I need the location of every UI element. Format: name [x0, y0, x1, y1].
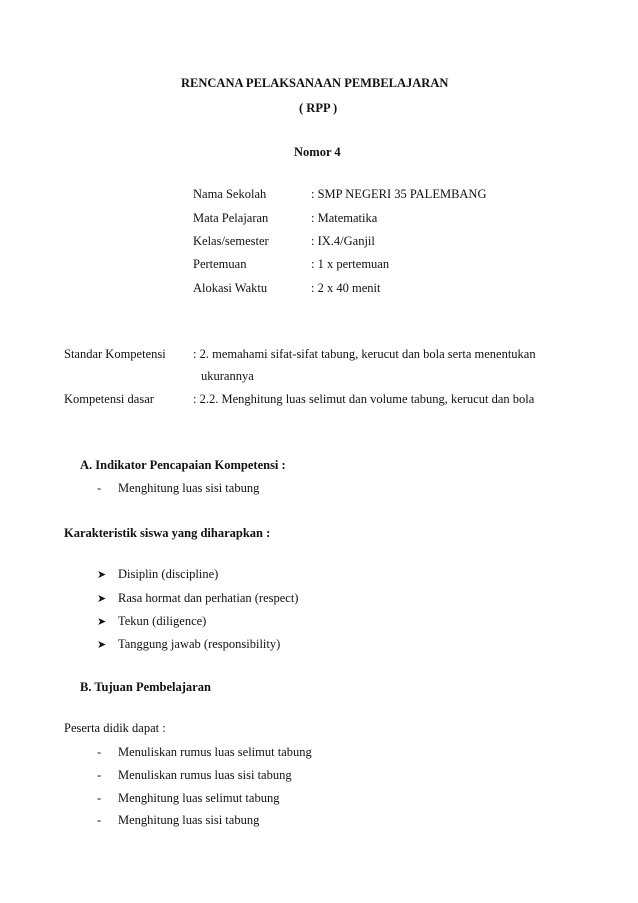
identity-label: Mata Pelajaran: [193, 211, 269, 225]
characteristics-heading: Karakteristik siswa yang diharapkan :: [64, 526, 271, 540]
list-dash: -: [97, 745, 102, 759]
list-dash: -: [97, 813, 102, 827]
document-title: RENCANA PELAKSANAAN PEMBELAJARAN: [181, 76, 449, 90]
identity-value: : 2 x 40 menit: [311, 281, 381, 295]
list-item: Rasa hormat dan perhatian (respect): [118, 591, 299, 605]
identity-label: Alokasi Waktu: [193, 281, 268, 295]
list-item: Tanggung jawab (responsibility): [118, 637, 281, 651]
list-item: Menuliskan rumus luas sisi tabung: [118, 768, 292, 782]
identity-label: Kelas/semester: [193, 234, 269, 248]
section-a-heading: A. Indikator Pencapaian Kompetensi :: [80, 458, 286, 472]
document-subtitle: ( RPP ): [299, 101, 338, 115]
section-b-heading: B. Tujuan Pembelajaran: [80, 680, 211, 694]
document-number: Nomor 4: [294, 145, 341, 159]
list-dash: -: [97, 768, 102, 782]
arrowhead-bullet-icon: ➤: [97, 568, 107, 581]
identity-value: : Matematika: [311, 211, 378, 225]
basic-competence-label: Kompetensi dasar: [64, 392, 154, 406]
section-b-intro: Peserta didik dapat :: [64, 721, 166, 735]
arrowhead-bullet-icon: ➤: [97, 638, 107, 651]
identity-label: Pertemuan: [193, 257, 247, 271]
arrowhead-bullet-icon: ➤: [97, 615, 107, 628]
list-dash: -: [97, 481, 102, 495]
standard-competence-value: : 2. memahami sifat-sifat tabung, kerucut dan bola serta menentukan: [193, 347, 536, 361]
list-item: Menghitung luas selimut tabung: [118, 791, 280, 805]
identity-label: Nama Sekolah: [193, 187, 267, 201]
identity-value: : 1 x pertemuan: [311, 257, 390, 271]
standard-competence-value-continued: ukurannya: [201, 369, 254, 383]
basic-competence-value: : 2.2. Menghitung luas selimut dan volume tabung, kerucut dan bola: [193, 392, 535, 406]
list-item: Menghitung luas sisi tabung: [118, 813, 260, 827]
list-dash: -: [97, 791, 102, 805]
list-item: Tekun (diligence): [118, 614, 207, 628]
standard-competence-label: Standar Kompetensi: [64, 347, 166, 361]
list-item: Menghitung luas sisi tabung: [118, 481, 260, 495]
identity-value: : IX.4/Ganjil: [311, 234, 375, 248]
list-item: Disiplin (discipline): [118, 567, 219, 581]
list-item: Menuliskan rumus luas selimut tabung: [118, 745, 312, 759]
arrowhead-bullet-icon: ➤: [97, 592, 107, 605]
identity-value: : SMP NEGERI 35 PALEMBANG: [311, 187, 487, 201]
